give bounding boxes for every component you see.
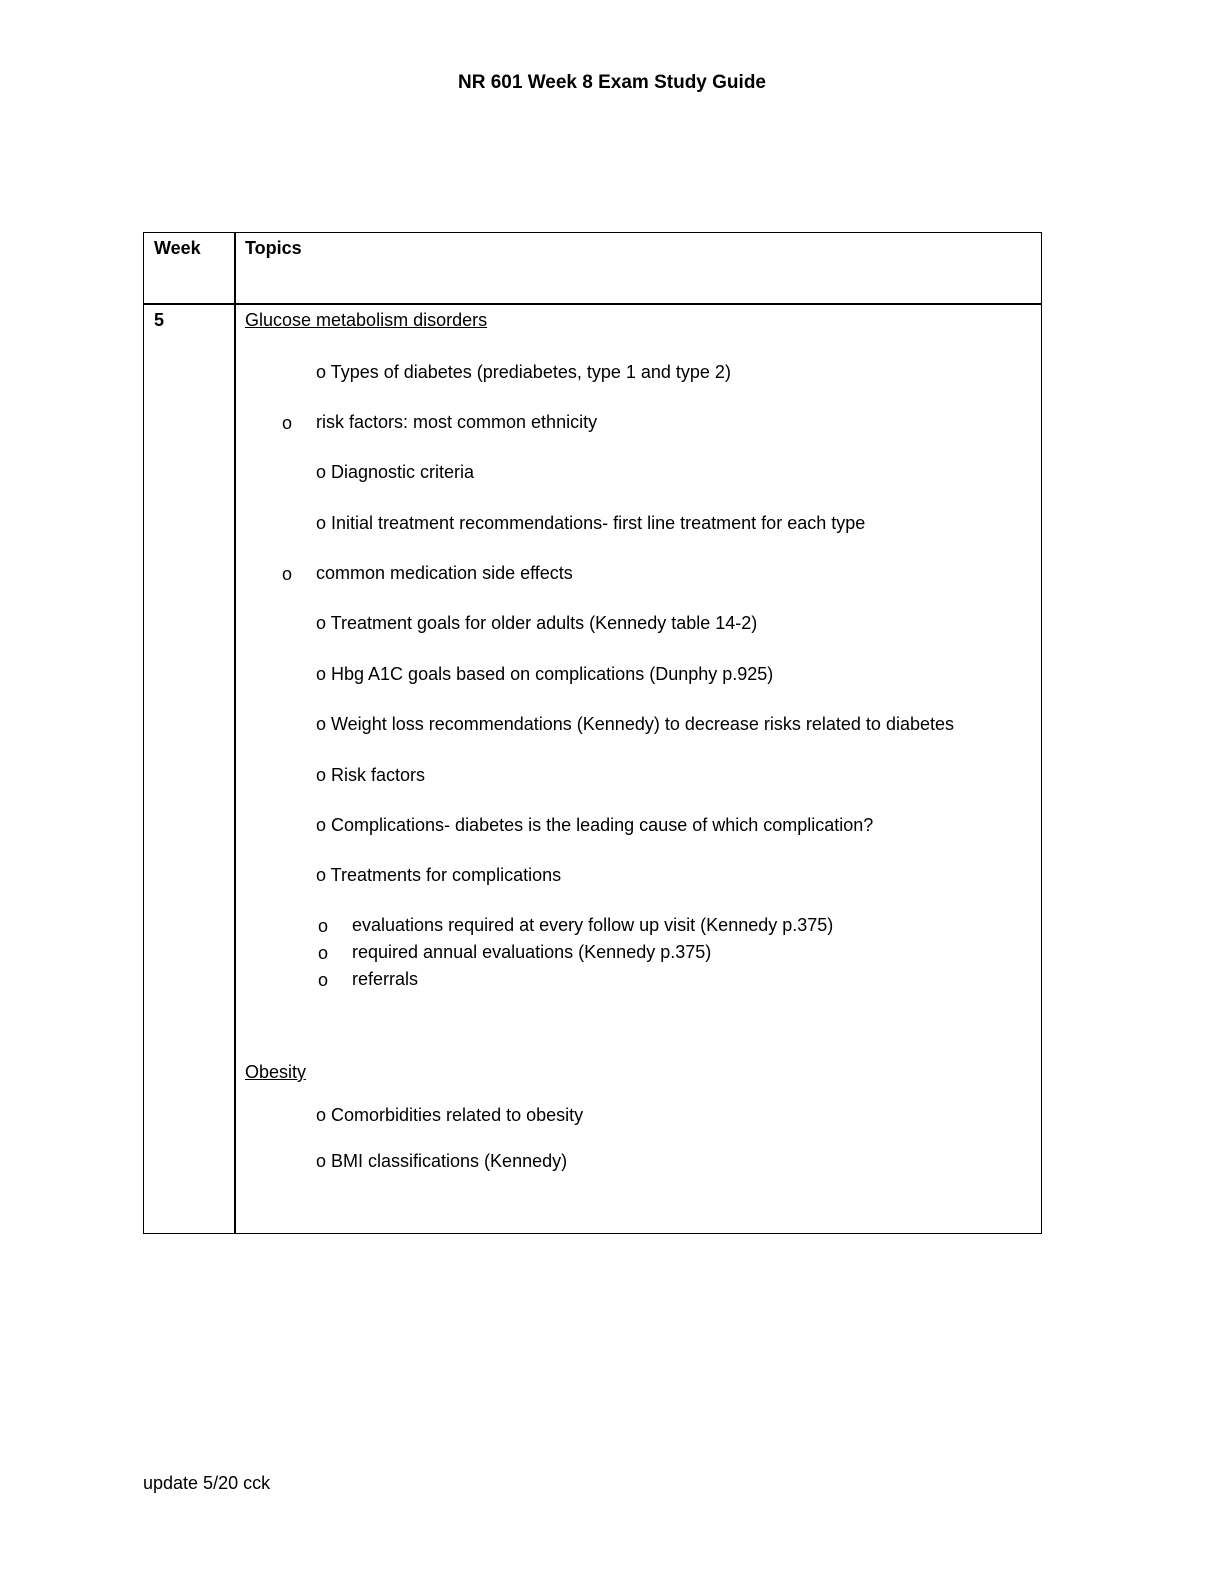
topic-item: common medication side effects [316,563,573,583]
sub-topic-item: evaluations required at every follow up visit (Kennedy p.375) [352,915,834,935]
header-row-divider [144,303,1041,305]
study-guide-table [143,232,1042,1234]
section-heading-glucose: Glucose metabolism disorders [245,310,488,330]
topic-item: o Initial treatment recommendations- first line treatment for each type [316,513,866,533]
page-title: NR 601 Week 8 Exam Study Guide [458,72,766,93]
topic-item: o Complications- diabetes is the leading cause of which complication? [316,815,874,835]
topic-item: o Types of diabetes (prediabetes, type 1 and type 2) [316,362,731,382]
topic-item: o Comorbidities related to obesity [316,1105,584,1125]
topic-item: o Treatment goals for older adults (Kennedy table 14-2) [316,613,758,633]
topic-item: o Diagnostic criteria [316,462,475,482]
column-divider [234,233,236,1233]
section-heading-obesity: Obesity [245,1062,307,1082]
topic-item: o Treatments for complications [316,865,562,885]
topic-item: o BMI classifications (Kennedy) [316,1151,568,1171]
sub-topic-item: required annual evaluations (Kennedy p.375) [352,942,712,962]
bullet-icon: o [318,943,329,963]
topic-item: risk factors: most common ethnicity [316,412,598,432]
week-number: 5 [154,310,165,330]
topic-item: o Weight loss recommendations (Kennedy) to decrease risks related to diabetes [316,714,954,734]
topic-item: o Risk factors [316,765,426,785]
bullet-icon: o [318,916,329,936]
bullet-icon: o [282,413,293,433]
bullet-icon: o [282,564,293,584]
header-topics: Topics [245,238,302,258]
bullet-icon: o [318,970,329,990]
sub-topic-item: referrals [352,969,419,989]
header-week: Week [154,238,201,258]
topic-item: o Hbg A1C goals based on complications (Dunphy p.925) [316,664,774,684]
footer-note: update 5/20 cck [143,1473,271,1493]
